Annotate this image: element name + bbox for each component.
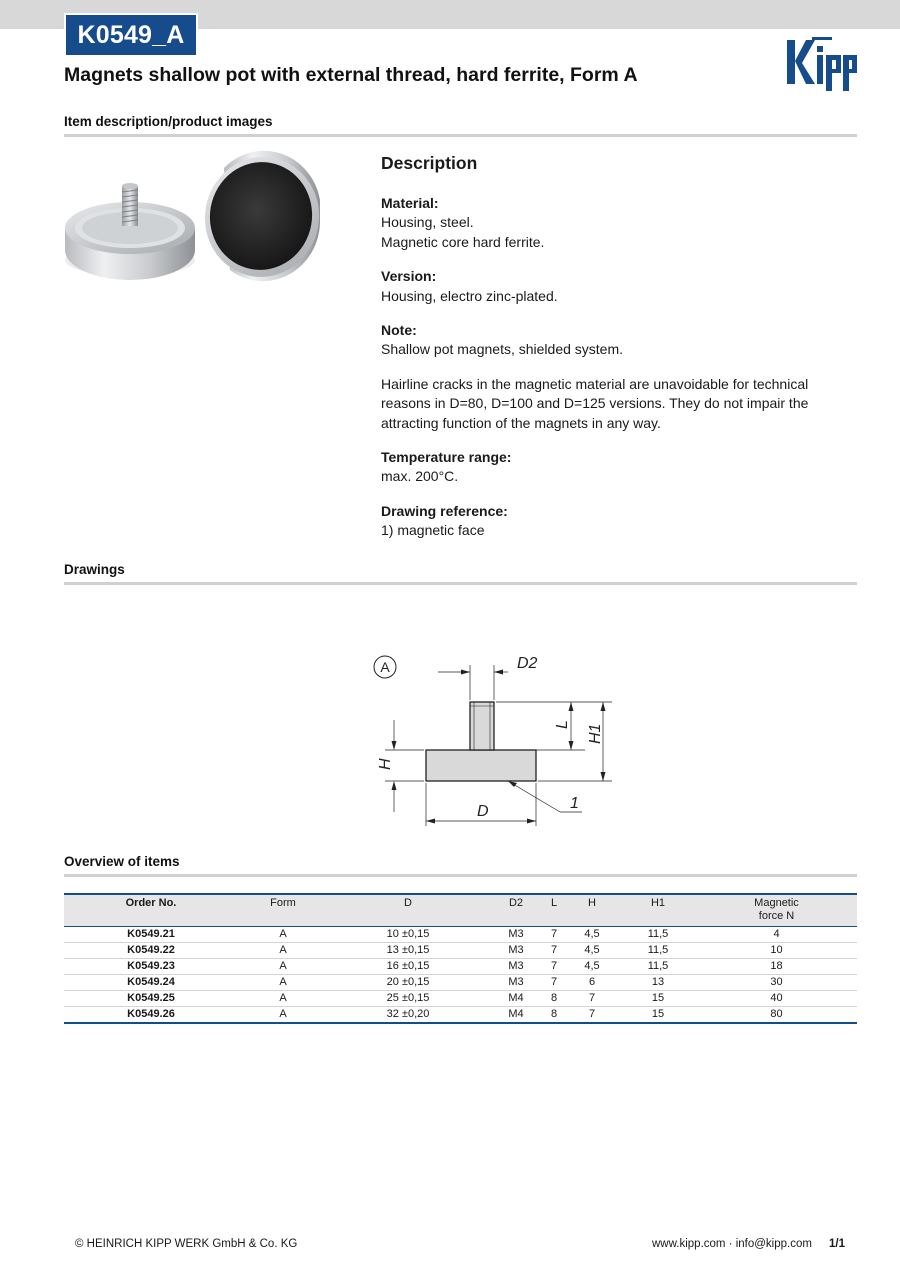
col-magnetic-force bbox=[696, 894, 857, 926]
cell-h: 4,5 bbox=[564, 958, 620, 974]
cell-h: 7 bbox=[564, 991, 620, 1007]
cell-order: K0549.21 bbox=[64, 926, 238, 942]
table-row bbox=[64, 958, 857, 974]
drawing-reference-text: 1) magnetic face bbox=[381, 522, 485, 539]
version-text: Housing, electro zinc-plated. bbox=[381, 287, 558, 304]
col-h1: H1 bbox=[620, 894, 696, 926]
material-line: Magnetic core hard ferrite. bbox=[381, 233, 545, 250]
cell-h1: 15 bbox=[620, 1007, 696, 1024]
form-marker: A bbox=[380, 659, 390, 675]
cell-order: K0549.23 bbox=[64, 958, 238, 974]
col-force-n: force N bbox=[758, 910, 795, 922]
table-row bbox=[64, 926, 857, 942]
drawing-reference-block bbox=[381, 502, 857, 541]
technical-drawing bbox=[360, 640, 630, 840]
cell-order: K0549.24 bbox=[64, 975, 238, 991]
kipp-logo bbox=[784, 37, 858, 91]
note-label: Note: bbox=[381, 322, 417, 339]
section-drawings-label: Drawings bbox=[64, 562, 125, 577]
cell-l: 7 bbox=[544, 958, 564, 974]
cell-force: 4 bbox=[696, 926, 857, 942]
section-divider bbox=[64, 874, 857, 877]
version-block bbox=[381, 267, 857, 306]
note-block bbox=[381, 321, 857, 360]
temperature-label: Temperature range: bbox=[381, 449, 512, 466]
table-row bbox=[64, 975, 857, 991]
col-magnetic: Magnetic bbox=[754, 897, 799, 909]
cell-l: 7 bbox=[544, 926, 564, 942]
cell-d2: M3 bbox=[488, 975, 544, 991]
cell-order: K0549.25 bbox=[64, 991, 238, 1007]
section-item-description bbox=[64, 114, 857, 129]
dim-label-h: H bbox=[377, 758, 394, 770]
col-order-no: Order No. bbox=[64, 894, 238, 926]
footer-contact[interactable]: www.kipp.com · info@kipp.com bbox=[652, 1238, 812, 1250]
cell-force: 30 bbox=[696, 975, 857, 991]
cell-d: 16 ±0,15 bbox=[328, 958, 488, 974]
dim-label-l: L bbox=[554, 720, 571, 729]
footer-copyright: © HEINRICH KIPP WERK GmbH & Co. KG bbox=[75, 1238, 298, 1250]
note-text-2: Hairline cracks in the magnetic material are unavoidable for technical reasons in D=80, D=100 and D=125 versions. They do not impair the attracting function of the magnets in any way. bbox=[381, 375, 809, 431]
product-code: K0549_A bbox=[66, 15, 196, 55]
drawing-reference-label: Drawing reference: bbox=[381, 502, 508, 519]
cell-force: 18 bbox=[696, 958, 857, 974]
cell-l: 7 bbox=[544, 942, 564, 958]
cell-d2: M4 bbox=[488, 991, 544, 1007]
cell-d: 20 ±0,15 bbox=[328, 975, 488, 991]
cell-d: 32 ±0,20 bbox=[328, 1007, 488, 1024]
cell-h1: 11,5 bbox=[620, 958, 696, 974]
material-label: Material: bbox=[381, 195, 439, 211]
note-block-2 bbox=[381, 375, 857, 433]
cell-d2: M4 bbox=[488, 1007, 544, 1024]
thread-shape bbox=[470, 702, 494, 750]
section-divider bbox=[64, 582, 857, 585]
col-h: H bbox=[564, 894, 620, 926]
cell-h1: 11,5 bbox=[620, 942, 696, 958]
cell-l: 8 bbox=[544, 991, 564, 1007]
ref-label-1: 1 bbox=[570, 795, 579, 812]
housing-shape bbox=[426, 750, 536, 781]
cell-order: K0549.26 bbox=[64, 1007, 238, 1024]
note-text: Shallow pot magnets, shielded system. bbox=[381, 341, 624, 358]
cell-force: 80 bbox=[696, 1007, 857, 1024]
cell-d: 13 ±0,15 bbox=[328, 942, 488, 958]
temperature-text: max. 200°C. bbox=[381, 468, 459, 485]
dim-label-d: D bbox=[477, 803, 489, 820]
table-row bbox=[64, 1007, 857, 1024]
description-block bbox=[381, 152, 857, 556]
product-image bbox=[62, 150, 324, 285]
dim-label-h1: H1 bbox=[587, 723, 604, 744]
section-overview bbox=[64, 854, 857, 869]
cell-d: 25 ±0,15 bbox=[328, 991, 488, 1007]
col-form: Form bbox=[238, 894, 328, 926]
col-d: D bbox=[328, 894, 488, 926]
col-d2: D2 bbox=[488, 894, 544, 926]
cell-h1: 15 bbox=[620, 991, 696, 1007]
table-header-row bbox=[64, 894, 857, 926]
items-table bbox=[64, 893, 857, 1024]
col-l: L bbox=[544, 894, 564, 926]
cell-l: 8 bbox=[544, 1007, 564, 1024]
cell-h: 6 bbox=[564, 975, 620, 991]
cell-d: 10 ±0,15 bbox=[328, 926, 488, 942]
cell-form: A bbox=[238, 942, 328, 958]
product-code-badge bbox=[64, 13, 198, 57]
cell-form: A bbox=[238, 991, 328, 1007]
version-label: Version: bbox=[381, 268, 437, 285]
cell-d2: M3 bbox=[488, 958, 544, 974]
cell-h: 4,5 bbox=[564, 942, 620, 958]
cell-h1: 13 bbox=[620, 975, 696, 991]
temperature-block bbox=[381, 448, 857, 487]
description-heading: Description bbox=[381, 153, 478, 173]
cell-force: 10 bbox=[696, 942, 857, 958]
table-row bbox=[64, 942, 857, 958]
cell-l: 7 bbox=[544, 975, 564, 991]
section-overview-label: Overview of items bbox=[64, 854, 180, 869]
cell-h1: 11,5 bbox=[620, 926, 696, 942]
cell-form: A bbox=[238, 975, 328, 991]
cell-form: A bbox=[238, 958, 328, 974]
footer-page-number: 1/1 bbox=[829, 1238, 845, 1250]
cell-d2: M3 bbox=[488, 926, 544, 942]
table-row bbox=[64, 991, 857, 1007]
section-divider bbox=[64, 134, 857, 137]
dim-label-d2: D2 bbox=[517, 655, 538, 672]
section-drawings bbox=[64, 562, 857, 577]
cell-force: 40 bbox=[696, 991, 857, 1007]
cell-form: A bbox=[238, 1007, 328, 1024]
cell-h: 4,5 bbox=[564, 926, 620, 942]
cell-h: 7 bbox=[564, 1007, 620, 1024]
page-title: Magnets shallow pot with external thread, hard ferrite, Form A bbox=[64, 64, 638, 86]
material-line: Housing, steel. bbox=[381, 214, 474, 231]
material-block bbox=[381, 194, 857, 252]
cell-order: K0549.22 bbox=[64, 942, 238, 958]
cell-d2: M3 bbox=[488, 942, 544, 958]
cell-form: A bbox=[238, 926, 328, 942]
section-item-description-label: Item description/product images bbox=[64, 114, 273, 129]
